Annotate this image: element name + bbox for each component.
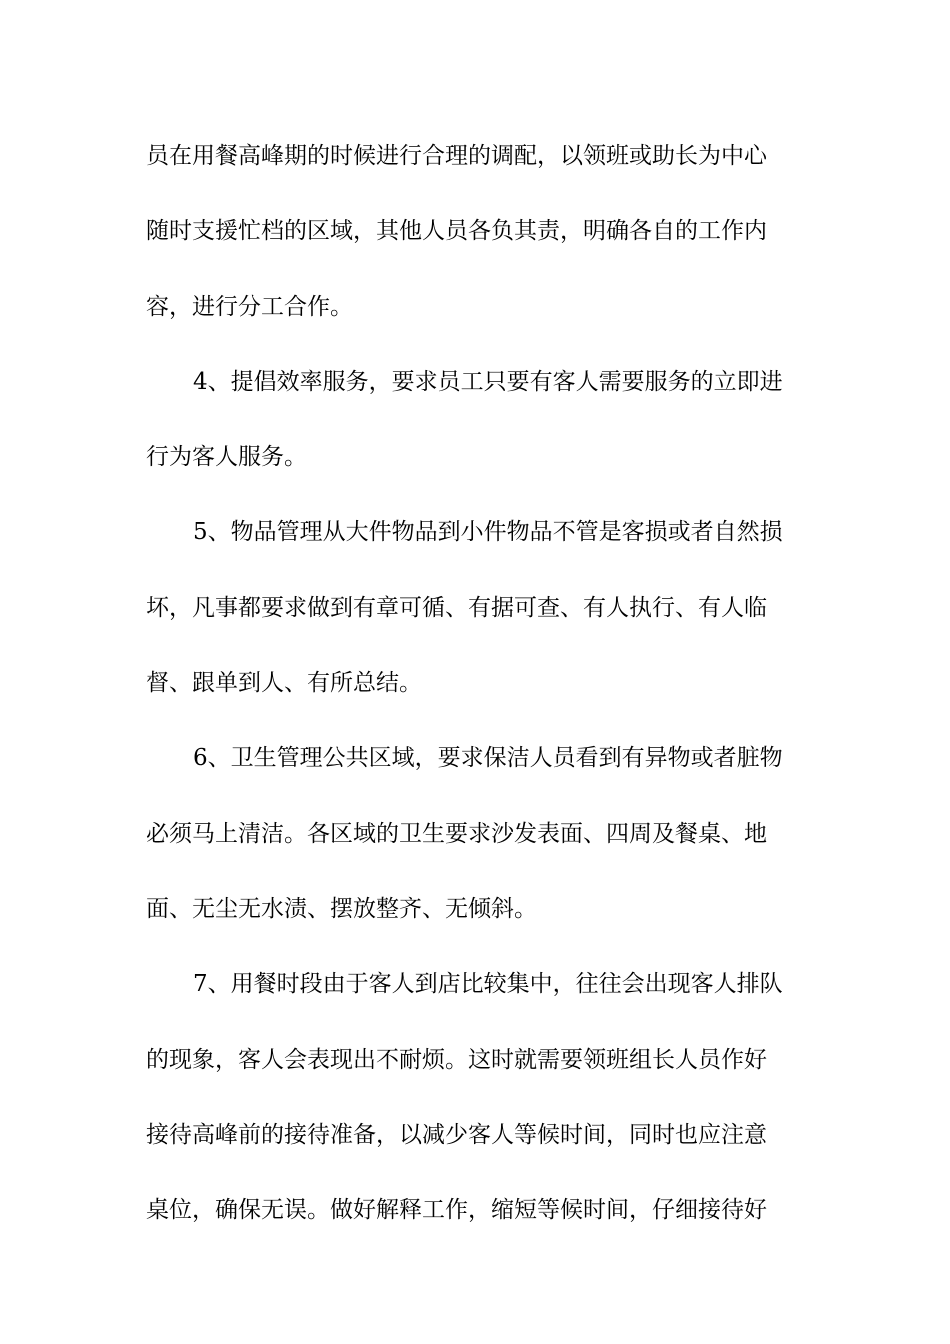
text-line: 坏，凡事都要求做到有章可循、有据可查、有人执行、有人临 (146, 594, 767, 621)
text-line: 员在用餐高峰期的时候进行合理的调配，以领班或助长为中心 (146, 143, 767, 169)
text-line: 容，进行分工合作。 (146, 293, 353, 320)
paragraph-5-start: 5、物品管理从大件物品到小件物品不管是客损或者自然损 (193, 519, 783, 546)
paragraph-7-start: 7、用餐时段由于客人到店比较集中，往往会出现客人排队 (193, 971, 783, 998)
paragraph-6-start: 6、卫生管理公共区域，要求保洁人员看到有异物或者脏物 (193, 745, 783, 772)
document-body (146, 132, 810, 1261)
text-line: 随时支援忙档的区域，其他人员各负其责，明确各自的工作内 (146, 218, 767, 245)
text-line: 的现象，客人会表现出不耐烦。这时就需要领班组长人员作好 (146, 1046, 767, 1073)
text-line: 桌位，确保无误。做好解释工作，缩短等候时间，仔细接待好 (146, 1197, 767, 1224)
text-line: 必须马上清洁。各区域的卫生要求沙发表面、四周及餐桌、地 (146, 820, 767, 847)
text-line: 接待高峰前的接待准备，以减少客人等候时间，同时也应注意 (146, 1121, 767, 1148)
text-line: 面、无尘无水渍、摆放整齐、无倾斜。 (146, 895, 537, 922)
text-line: 行为客人服务。 (146, 444, 307, 471)
paragraph-4-start: 4、提倡效率服务，要求员工只要有客人需要服务的立即进 (193, 368, 783, 395)
text-line: 督、跟单到人、有所总结。 (146, 670, 422, 697)
